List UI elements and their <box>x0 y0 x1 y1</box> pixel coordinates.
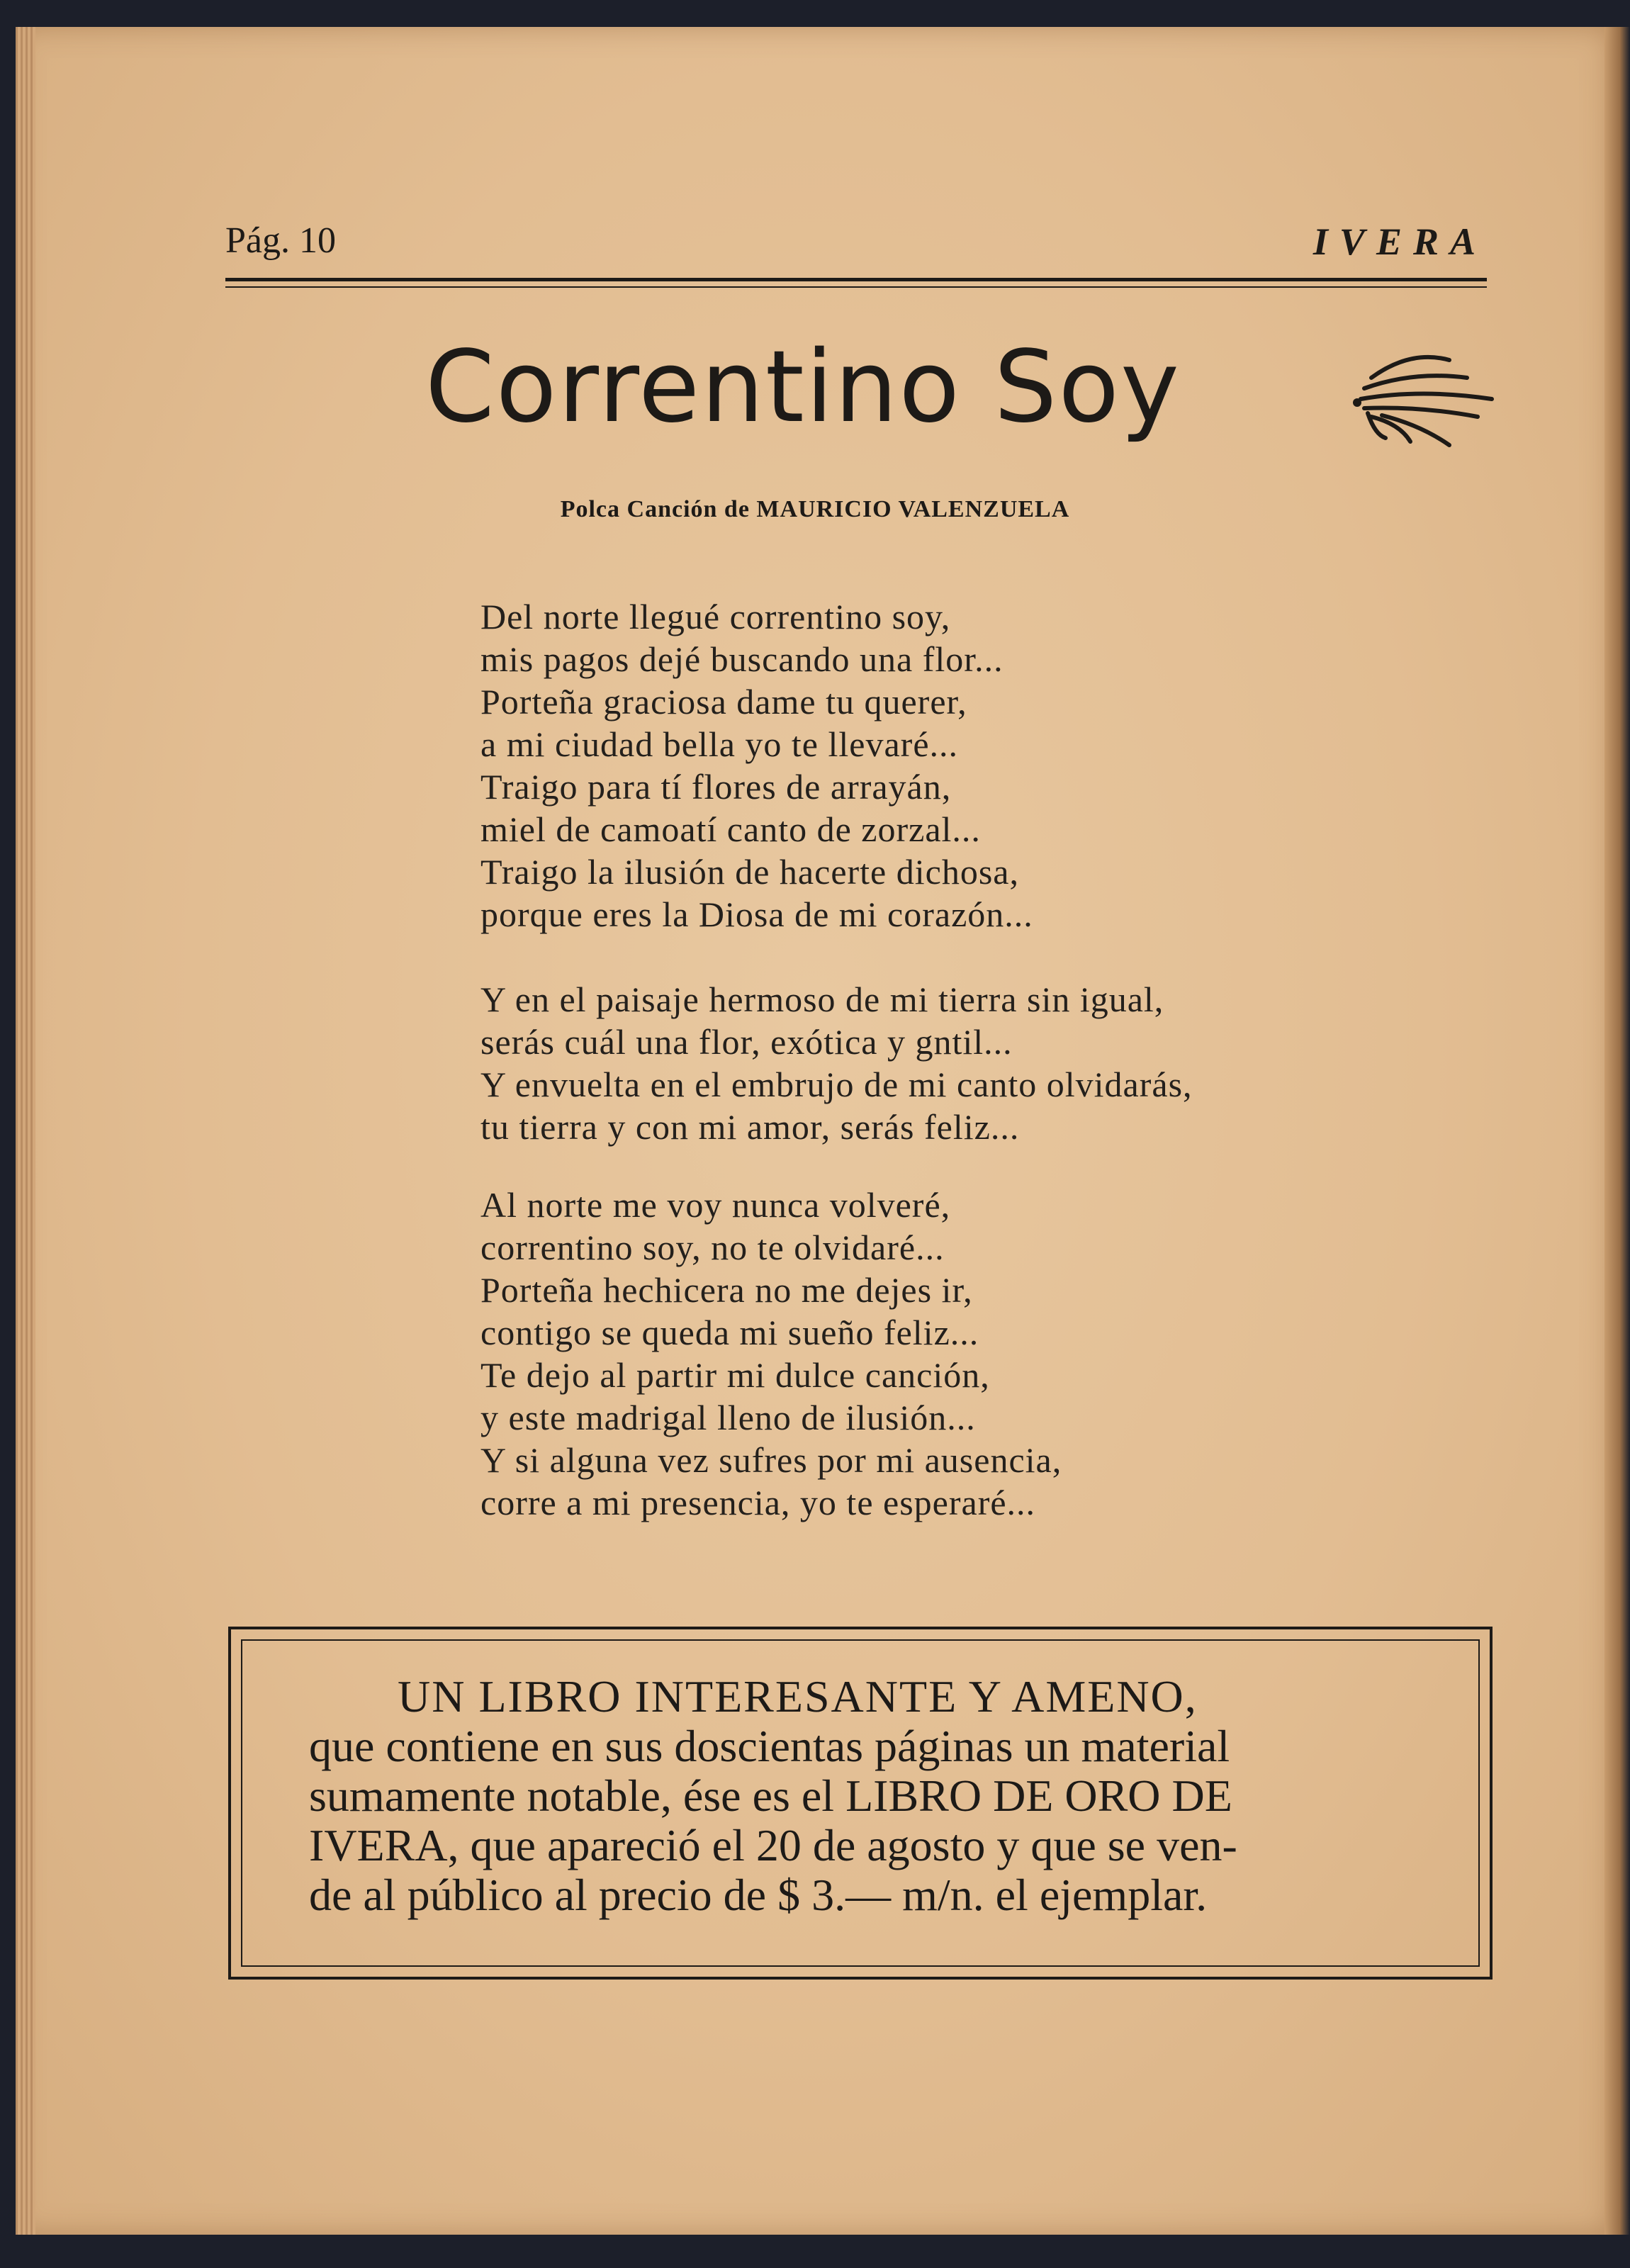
lyric-line: contigo se queda mi sueño feliz... <box>480 1313 979 1352</box>
song-title: Correntino Soy <box>425 330 1181 445</box>
lyrics-stanza-1 <box>480 595 1033 936</box>
advertisement-text <box>309 1672 1443 1920</box>
magazine-name: IVERA <box>1313 220 1487 263</box>
lyric-line: mis pagos dejé buscando una flor... <box>480 639 1004 679</box>
lyric-line: Al norte me voy nunca volveré, <box>480 1185 951 1225</box>
lyric-line: Del norte llegué correntino soy, <box>480 597 951 636</box>
lyric-line: y este madrigal lleno de ilusión... <box>480 1398 976 1437</box>
lyric-line: a mi ciudad bella yo te llevaré... <box>480 724 959 764</box>
header-rule <box>225 278 1487 288</box>
advertisement-box <box>228 1627 1493 1980</box>
advertisement-headline: UN LIBRO INTERESANTE Y AMENO, <box>398 1671 1198 1722</box>
advertisement-line: sumamente notable, ése es el LIBRO DE ORO DE <box>309 1770 1232 1821</box>
lyrics-stanza-3 <box>480 1184 1062 1524</box>
advertisement-line: IVERA, que apareció el 20 de agosto y que se ven- <box>309 1820 1237 1870</box>
lyric-line: serás cuál una flor, exótica y gntil... <box>480 1022 1013 1062</box>
lyric-line: Te dejo al partir mi dulce canción, <box>480 1355 990 1395</box>
song-subtitle: Polca Canción de MAURICIO VALENZUELA <box>560 496 1070 522</box>
lyric-line: Traigo para tí flores de arrayán, <box>480 767 952 807</box>
page-edge-left <box>16 27 35 2235</box>
lyric-line: Y envuelta en el embrujo de mi canto olvidarás, <box>480 1065 1193 1104</box>
lyric-line: porque eres la Diosa de mi corazón... <box>480 894 1033 934</box>
lyric-line: miel de camoatí canto de zorzal... <box>480 809 981 849</box>
lyric-line: Y si alguna vez sufres por mi ausencia, <box>480 1440 1062 1480</box>
advertisement-line: de al público al precio de $ 3.— m/n. el ejemplar. <box>309 1870 1208 1920</box>
lyric-line: Traigo la ilusión de hacerte dichosa, <box>480 852 1019 892</box>
advertisement-line: que contiene en sus doscientas páginas un material <box>309 1721 1230 1771</box>
lyric-line: corre a mi presencia, yo te esperaré... <box>480 1483 1036 1522</box>
lyric-line: Y en el paisaje hermoso de mi tierra sin igual, <box>480 979 1164 1019</box>
lyric-line: Porteña graciosa dame tu querer, <box>480 682 967 722</box>
lyric-line: correntino soy, no te olvidaré... <box>480 1228 945 1267</box>
lyrics-stanza-2 <box>480 978 1193 1148</box>
page-edge-right <box>1604 27 1630 2235</box>
lyric-line: tu tierra y con mi amor, serás feliz... <box>480 1107 1020 1147</box>
page-number: Pág. 10 <box>225 220 336 261</box>
lyric-line: Porteña hechicera no me dejes ir, <box>480 1270 973 1310</box>
ornament-icon <box>1343 346 1499 452</box>
page-header <box>225 220 1487 269</box>
